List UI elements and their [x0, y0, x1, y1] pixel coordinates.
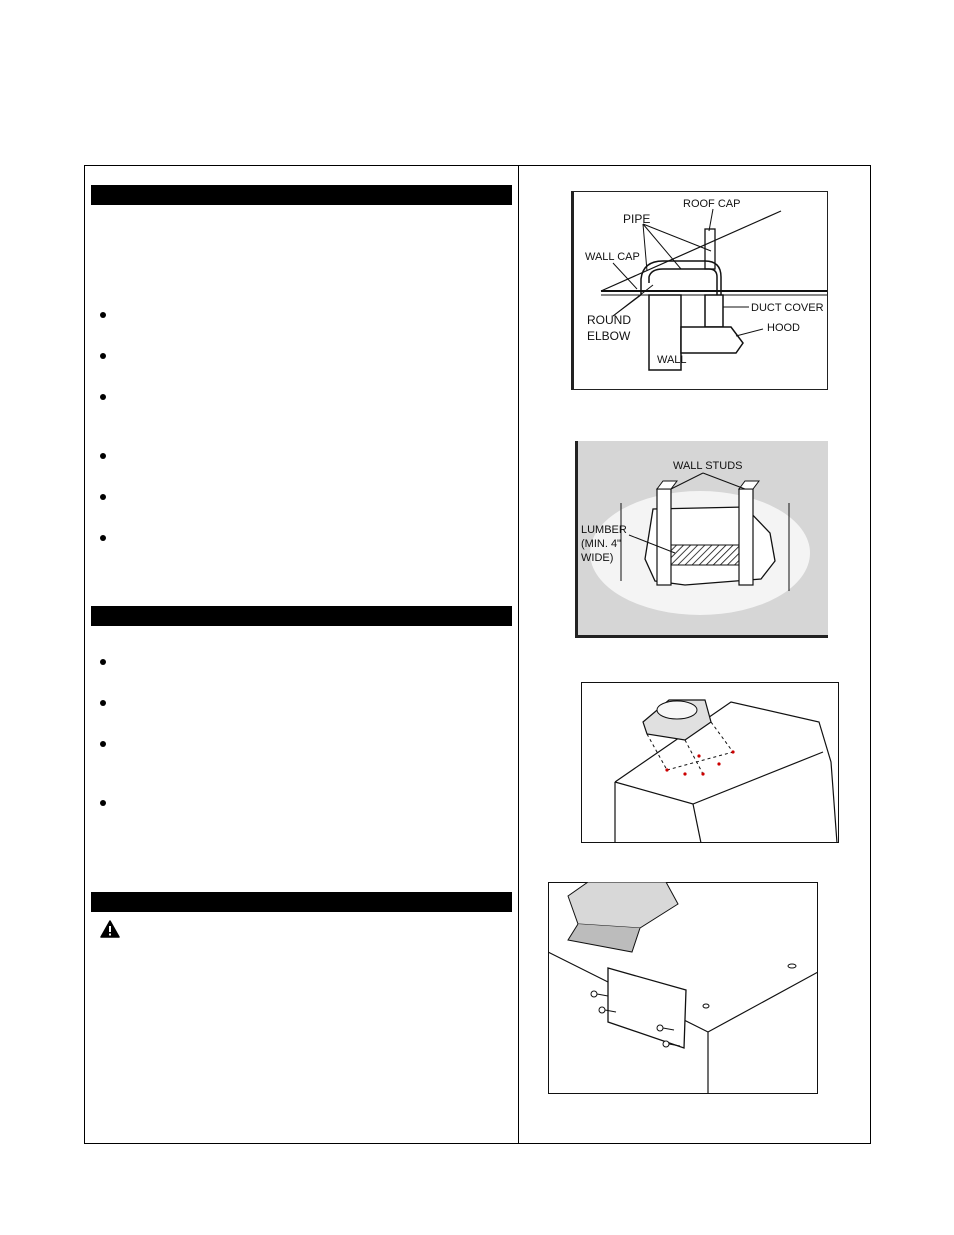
bullet: [100, 353, 106, 359]
round-label: ROUND: [587, 313, 631, 327]
bullet: [100, 800, 106, 806]
lumber-label: LUMBER: [581, 524, 627, 536]
bullet: [100, 494, 106, 500]
wall-cap-label: WALL CAP: [585, 251, 640, 263]
figure-duct-collar: [581, 682, 839, 843]
wall-label: WALL: [657, 354, 687, 366]
bullet: [100, 700, 106, 706]
column-divider: [518, 165, 519, 1144]
bullet: [100, 741, 106, 747]
roof-cap-label: ROOF CAP: [683, 198, 741, 210]
warning-triangle-icon: [100, 920, 120, 938]
figure-ducting-diagram: [571, 191, 828, 390]
figure-mounting-bracket: [548, 882, 818, 1094]
section-heading-bar-1: [91, 185, 512, 205]
bullet: [100, 535, 106, 541]
section-heading-bar-3: [91, 892, 512, 912]
duct-cover-label: DUCT COVER: [751, 302, 824, 314]
bullet: [100, 659, 106, 665]
figure-wall-studs: [575, 441, 828, 638]
bullet: [100, 312, 106, 318]
section-heading-bar-2: [91, 606, 512, 626]
lumber-wide-label: WIDE): [581, 552, 614, 564]
bullet: [100, 394, 106, 400]
bullet: [100, 453, 106, 459]
wall-studs-label: WALL STUDS: [673, 460, 743, 472]
hood-label: HOOD: [767, 322, 800, 334]
pipe-label: PIPE: [623, 212, 651, 226]
lumber-min-label: (MIN. 4": [581, 538, 621, 550]
elbow-label: ELBOW: [587, 329, 631, 343]
